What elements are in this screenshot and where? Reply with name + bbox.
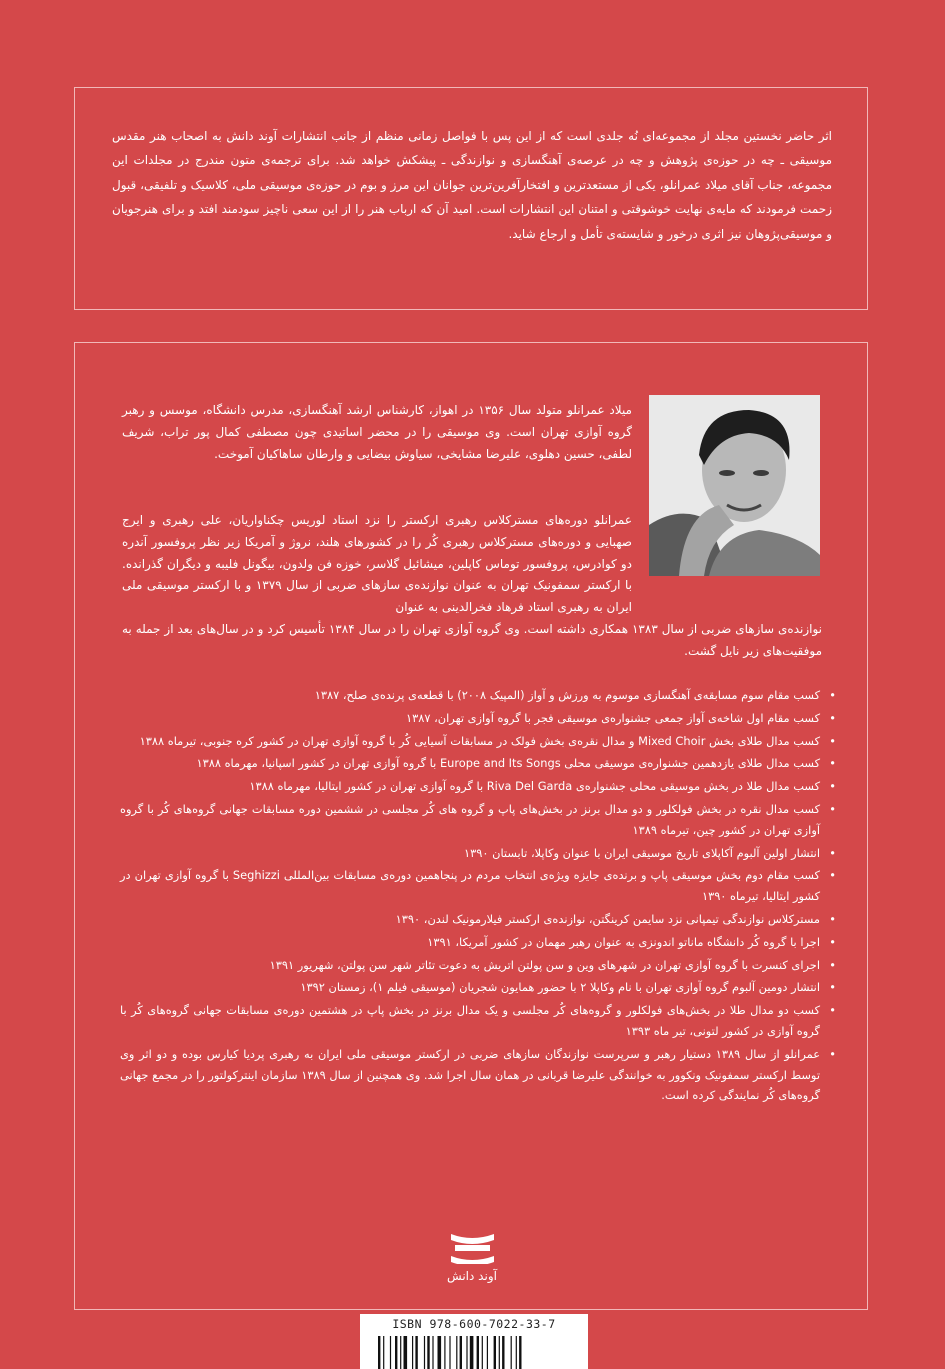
list-item: • کسب مدال نقره در بخش فولکلور و دو مدال برنز در بخش‌های پاپ و گروه های کُر مجلسی در ششمین دوره مسابقات جهانی گروه‌های کُر با گروه آوازی تهران در کشور چین، تیرماه ۱۳۸۹: [120, 799, 820, 841]
list-item: • کسب مدال طلای یازدهمین جشنواره‌ی موسیقی محلی Europe and Its Songs با گروه آوازی تهران در کشور اسپانیا، مهرماه ۱۳۸۸: [120, 753, 820, 774]
isbn-barcode: [360, 1314, 588, 1369]
barcode-icon: [374, 1336, 574, 1369]
list-item: • عمرانلو از سال ۱۳۸۹ دستیار رهبر و سرپرست نوازندگان سازهای ضربی در ارکستر موسیقی ملی ایران به رهبری پردیا کیارس بوده و دو اثر وی توسط ارکستر سمفونیک ونکوور به خوانندگی علیرضا قربانی در همان سال اجرا شد. وی همچنین از سال ۱۳۸۹ سازمان اینترکولتور را در مجمع جهانی گروه‌های کُر نمایندگی کرده است.: [120, 1044, 820, 1106]
publisher-name: آوند دانش: [447, 1269, 497, 1283]
list-item: • کسب مقام دوم بخش موسیقی پاپ و برنده‌ی جایزه ویژه‌ی انتخاب مردم در پنجاهمین دوره‌ی مسابقات بین‌المللی Seghizzi با گروه آوازی تهران در کشور ایتالیا، تیرماه ۱۳۹۰: [120, 865, 820, 907]
list-item: • مسترکلاس نوازندگی تیمپانی نزد سایمن کرینگتن، نوازنده‌ی ارکستر فیلارمونیک لندن، ۱۳۹۰: [120, 909, 820, 930]
list-item: • اجرا با گروه کُر دانشگاه ماناتو اندونزی به عنوان رهبر مهمان در کشور آمریکا، ۱۳۹۱: [120, 932, 820, 953]
author-photo: [649, 395, 820, 576]
list-item: • کسب مقام سوم مسابقه‌ی آهنگسازی موسوم به ورزش و آواز (المپیک ۲۰۰۸) با قطعه‌ی پرنده‌ی صلح، ۱۳۸۷: [120, 685, 820, 706]
list-item: • اجرای کنسرت با گروه آوازی تهران در شهرهای وین و سن پولتن اتریش به دعوت تئاتر شهر سن پولتن، شهریور ۱۳۹۱: [120, 955, 820, 976]
bio-paragraph-3: نوازنده‌ی سازهای ضربی از سال ۱۳۸۳ همکاری داشته است. وی گروه آوازی تهران را در سال ۱۳۸۴ تأسیس کرد و در سال‌های بعد از جمله به موفقیت‌های زیر نایل گشت.: [122, 622, 822, 658]
bio-paragraph-1: میلاد عمرانلو متولد سال ۱۳۵۶ در اهواز، کارشناس ارشد آهنگسازی، مدرس دانشگاه، موسس و رهبر گروه آوازی تهران است. وی موسیقی را در محضر اساتیدی چون مصطفی کمال پور تراب، شریف لطفی، حسین دهلوی، علیرضا مشایخی، سیاوش بیضایی و وارطان ساهاکیان آموخت.: [122, 403, 632, 461]
list-item: • انتشار اولین آلبوم آکاپلای تاریخ موسیقی ایران با عنوان وکاپلا، تابستان ۱۳۹۰: [120, 843, 820, 864]
list-item: • کسب مدال طلای بخش Mixed Choir و مدال نقره‌ی بخش فولک در مسابقات آسیایی کُر با گروه آوازی تهران در کشور کره جنوبی، تیرماه ۱۳۸۸: [120, 731, 820, 752]
list-item: • کسب مدال طلا در بخش موسیقی محلی جشنواره‌ی Riva Del Garda با گروه آوازی تهران در کشور ایتالیا، مهرماه ۱۳۸۸: [120, 776, 820, 797]
list-item: • کسب مقام اول شاخه‌ی آواز جمعی جشنواره‌ی موسیقی فجر با گروه آوازی تهران، ۱۳۸۷: [120, 708, 820, 729]
list-item: • انتشار دومین آلبوم گروه آوازی تهران با نام وکاپلا ۲ با حضور همایون شجریان (موسیقی فیلم ۱)، زمستان ۱۳۹۲: [120, 977, 820, 998]
bio-paragraph-2: عمرانلو دوره‌های مسترکلاس رهبری ارکستر را نزد استاد لوریس چکناواریان، علی رهبری و ایرج صهبایی و دوره‌های مسترکلاس رهبری کُر را در کشورهای هلند، نروژ و آمریکا زیر نظر پروفسور آندره دو کوادرس، پروفسور توماس کاپلین، میشائیل گلاسر، خوزه فن ولدون، بیگونل فلیبه و دیگران گذرانده. با ارکستر سمفونیک تهران به عنوان نوازنده‌ی سازهای ضربی از سال ۱۳۷۹ و با ارکستر موسیقی ملی ایران به رهبری استاد فرهاد فخرالدینی به عنوان: [122, 513, 632, 615]
achievements-list: [120, 685, 838, 1108]
intro-paragraph: اثر حاضر نخستین مجلد از مجموعه‌ای نُه جلدی است که از این پس با فواصل زمانی منظم از جانب انتشارات آوند دانش به اصحاب هنر مقدس موسیقی ـ چه در حوزه‌ی پژوهش و چه در عرصه‌ی آهنگسازی و نوازندگی ـ پیشکش خواهد شد. برای ترجمه‌ی متون مندرج در مجلدات این مجموعه، جناب آقای میلاد عمرانلو، یکی از مستعدترین و افتخارآفرین‌ترین جوانان این مرز و بوم در حوزه‌ی موسیقی ملی، کلاسیک و تلفیقی، قبول زحمت فرمودند که مایه‌ی نهایت خوشوقتی و امتنان این انتشارات است. امید آن که ارباب هنر را از این سعی ناچیز سودمند افتد و برای هنرجویان و موسیقی‌پژوهان نیز اثری درخور و شایسته‌ی تأمل و ارجاع شاید.: [112, 129, 832, 241]
list-item: • کسب دو مدال طلا در بخش‌های فولکلور و گروه‌های کُر مجلسی و یک مدال برنز در بخش پاپ در هشتمین دوره‌ی مسابقات جهانی گروه‌های کُر با گروه آوازی در کشور لتونی، تیر ماه ۱۳۹۳: [120, 1000, 820, 1042]
publisher-logo-icon: [449, 1232, 496, 1264]
isbn-number: ISBN 978-600-7022-33-7: [392, 1317, 556, 1331]
